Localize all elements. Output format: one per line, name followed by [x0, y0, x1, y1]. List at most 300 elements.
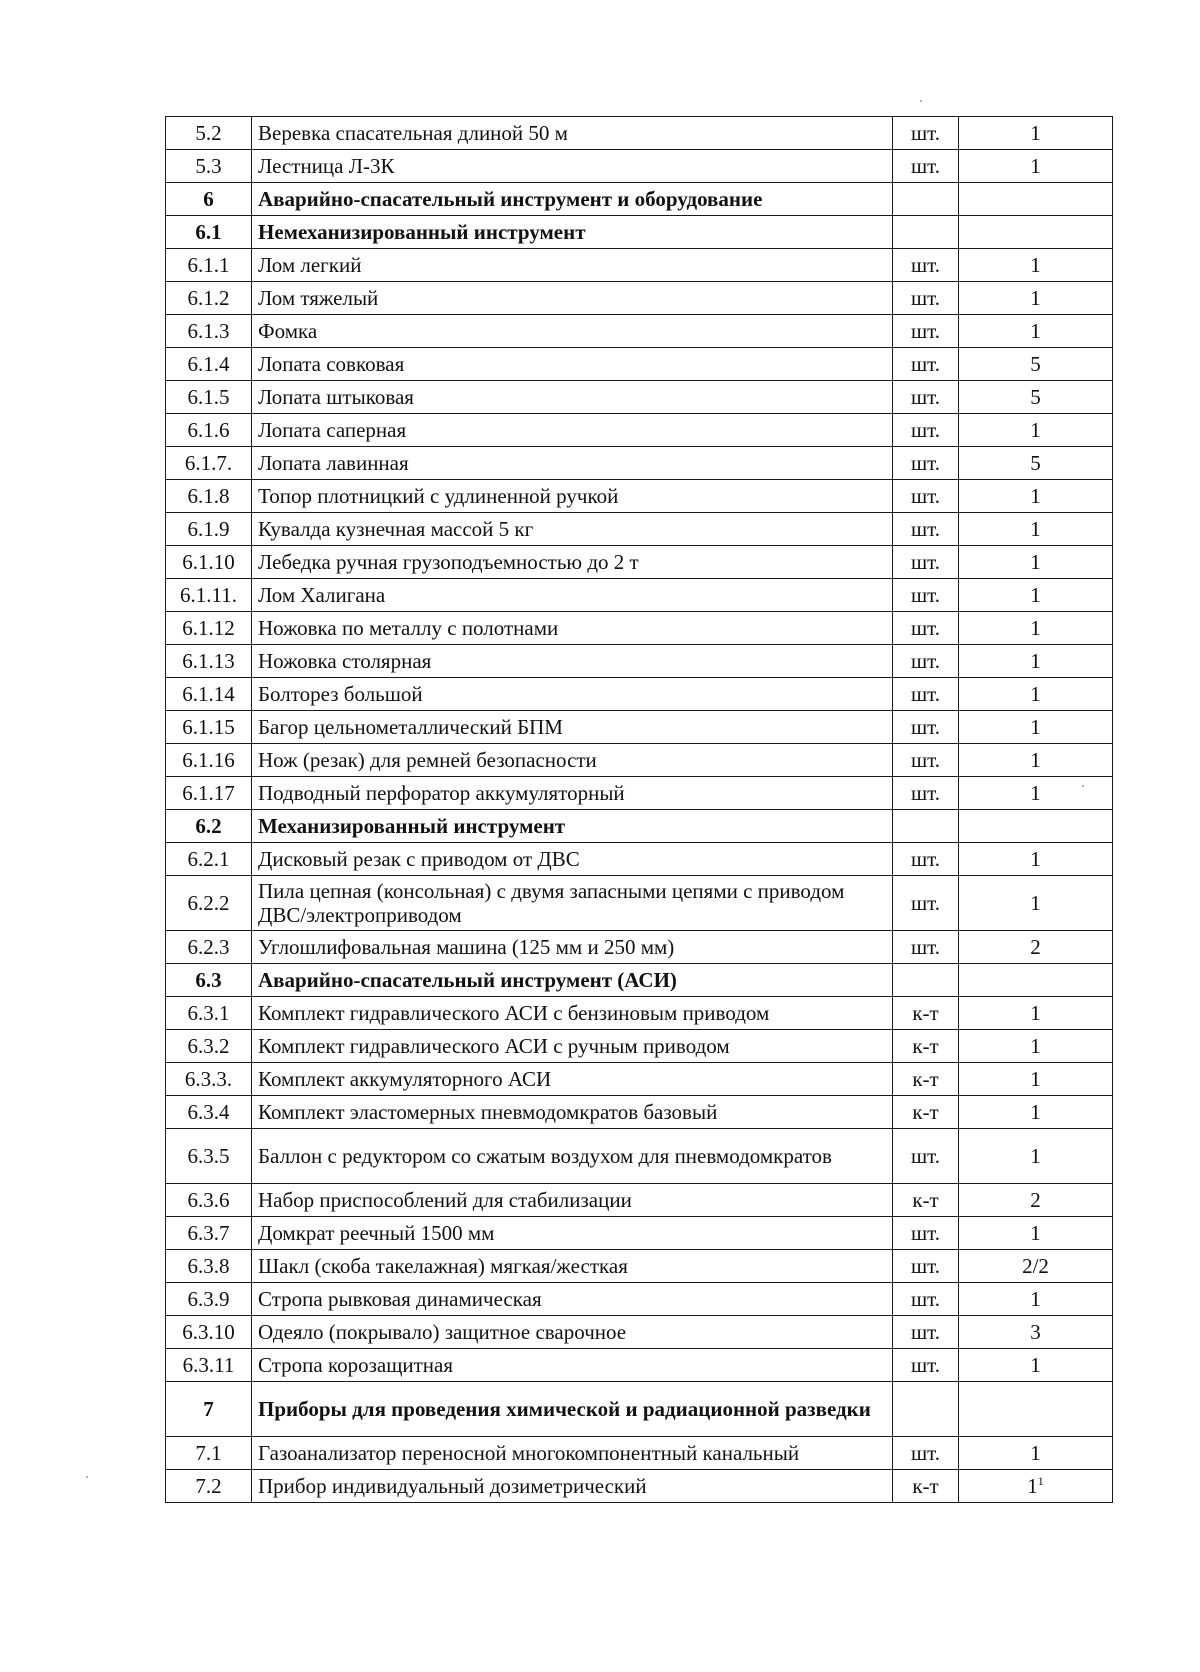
unit-of-measure-cell	[893, 1470, 959, 1503]
item-name-cell	[252, 612, 893, 645]
row-number: 6.1.4	[187, 352, 230, 376]
quantity: 1	[1030, 682, 1041, 706]
item-name-cell	[252, 579, 893, 612]
row-number-cell	[166, 1250, 252, 1283]
quantity-cell	[959, 777, 1113, 810]
row-number: 6.1.9	[187, 517, 230, 541]
quantity: 3	[1030, 1320, 1041, 1344]
quantity: 1	[1030, 1287, 1041, 1311]
row-number: 6.1.12	[182, 616, 235, 640]
table-row	[166, 1283, 1113, 1316]
unit-of-measure-cell	[893, 546, 959, 579]
unit-of-measure: шт.	[910, 418, 941, 442]
row-number-cell	[166, 1470, 252, 1503]
item-name-cell	[252, 117, 893, 150]
row-number: 5.2	[195, 121, 222, 145]
quantity-cell	[959, 810, 1113, 843]
row-number-cell	[166, 1316, 252, 1349]
item-name-cell	[252, 1030, 893, 1063]
item-name: Лебедка ручная грузоподъемностью до 2 т	[258, 550, 639, 574]
row-number-cell	[166, 964, 252, 997]
row-number: 6.3.10	[182, 1320, 235, 1344]
unit-of-measure-cell	[893, 810, 959, 843]
item-name-cell	[252, 1382, 893, 1437]
row-number-cell	[166, 513, 252, 546]
unit-of-measure-cell	[893, 414, 959, 447]
item-name-cell	[252, 546, 893, 579]
quantity-cell	[959, 843, 1113, 876]
quantity-cell	[959, 678, 1113, 711]
item-name: Одеяло (покрывало) защитное сварочное	[258, 1320, 627, 1344]
unit-of-measure-cell	[893, 282, 959, 315]
unit-of-measure: шт.	[910, 484, 941, 508]
item-name: Лопата штыковая	[258, 385, 414, 409]
row-number: 6.3.9	[187, 1287, 230, 1311]
table-row	[166, 1063, 1113, 1096]
item-name: Лом тяжелый	[258, 286, 379, 310]
item-name-cell	[252, 744, 893, 777]
row-number-cell	[166, 1437, 252, 1470]
quantity-cell	[959, 315, 1113, 348]
quantity-cell	[959, 997, 1113, 1030]
unit-of-measure-cell	[893, 381, 959, 414]
item-name: Комплект гидравлического АСИ с бензиновым приводом	[258, 1001, 770, 1025]
unit-of-measure: шт.	[910, 1221, 941, 1245]
table-row	[166, 645, 1113, 678]
row-number-cell	[166, 931, 252, 964]
quantity-cell	[959, 249, 1113, 282]
quantity: 1	[1030, 1144, 1041, 1168]
item-name: Комплект эластомерных пневмодомкратов базовый	[258, 1100, 718, 1124]
row-number-cell	[166, 1217, 252, 1250]
row-number: 6.1.11.	[180, 583, 237, 607]
item-name-cell	[252, 1349, 893, 1382]
table-row	[166, 1030, 1113, 1063]
row-number: 6.3.1	[187, 1001, 230, 1025]
unit-of-measure-cell	[893, 777, 959, 810]
row-number: 6.1	[195, 220, 222, 244]
unit-of-measure: к-т	[912, 1474, 939, 1498]
row-number: 6.1.13	[182, 649, 235, 673]
quantity-cell	[959, 711, 1113, 744]
unit-of-measure: шт.	[910, 935, 941, 959]
quantity: 1	[1027, 1474, 1038, 1498]
quantity-cell	[959, 1470, 1113, 1503]
unit-of-measure: шт.	[910, 748, 941, 772]
item-name-cell	[252, 1096, 893, 1129]
item-name-cell	[252, 843, 893, 876]
item-name: Лом Халигана	[258, 583, 386, 607]
unit-of-measure-cell	[893, 1250, 959, 1283]
quantity: 1	[1030, 418, 1041, 442]
unit-of-measure-cell	[893, 678, 959, 711]
table-row	[166, 931, 1113, 964]
quantity: 5	[1030, 385, 1041, 409]
row-number: 6.1.8	[187, 484, 230, 508]
unit-of-measure: шт.	[910, 121, 941, 145]
item-name: Аварийно-спасательный инструмент и оборудование	[258, 187, 763, 211]
quantity: 1	[1030, 154, 1041, 178]
quantity: 1	[1030, 1034, 1041, 1058]
quantity: 1	[1030, 121, 1041, 145]
quantity: 1	[1030, 847, 1041, 871]
document-page	[165, 116, 1113, 1503]
table-row	[166, 513, 1113, 546]
table-row	[166, 447, 1113, 480]
row-number-cell	[166, 1096, 252, 1129]
table-row	[166, 1250, 1113, 1283]
unit-of-measure: шт.	[910, 550, 941, 574]
quantity: 1	[1030, 891, 1041, 915]
item-name: Фомка	[258, 319, 318, 343]
row-number: 6.1.1	[187, 253, 230, 277]
item-name-cell	[252, 480, 893, 513]
row-number: 6.1.6	[187, 418, 230, 442]
row-number: 6.1.5	[187, 385, 230, 409]
table-row	[166, 997, 1113, 1030]
item-name: Газоанализатор переносной многокомпонентный канальный	[258, 1441, 800, 1465]
row-number-cell	[166, 711, 252, 744]
table-row	[166, 1129, 1113, 1184]
unit-of-measure-cell	[893, 1316, 959, 1349]
quantity: 1	[1030, 616, 1041, 640]
quantity-cell	[959, 1217, 1113, 1250]
unit-of-measure-cell	[893, 964, 959, 997]
unit-of-measure: шт.	[910, 649, 941, 673]
item-name-cell	[252, 315, 893, 348]
unit-of-measure-cell	[893, 249, 959, 282]
unit-of-measure-cell	[893, 480, 959, 513]
quantity-cell	[959, 612, 1113, 645]
item-name: Пила цепная (консольная) с двумя запасными цепями с приводом ДВС/электроприводом	[258, 879, 845, 927]
inventory-table-body	[166, 117, 1113, 1503]
item-name: Стропа рывковая динамическая	[258, 1287, 542, 1311]
item-name: Приборы для проведения химической и радиационной разведки	[258, 1397, 871, 1421]
row-number-cell	[166, 1382, 252, 1437]
unit-of-measure-cell	[893, 1063, 959, 1096]
unit-of-measure-cell	[893, 997, 959, 1030]
quantity-cell	[959, 645, 1113, 678]
row-number-cell	[166, 579, 252, 612]
item-name: Баллон с редуктором со сжатым воздухом для пневмодомкратов	[258, 1144, 832, 1168]
item-name: Веревка спасательная длиной 50 м	[258, 121, 568, 145]
unit-of-measure-cell	[893, 1437, 959, 1470]
row-number-cell	[166, 315, 252, 348]
table-row	[166, 546, 1113, 579]
unit-of-measure: шт.	[910, 1144, 941, 1168]
unit-of-measure: шт.	[910, 583, 941, 607]
quantity: 5	[1030, 352, 1041, 376]
quantity-cell	[959, 1063, 1113, 1096]
row-number-cell	[166, 645, 252, 678]
row-number-cell	[166, 414, 252, 447]
quantity: 1	[1030, 748, 1041, 772]
unit-of-measure: к-т	[912, 1067, 939, 1091]
item-name-cell	[252, 381, 893, 414]
quantity: 1	[1030, 484, 1041, 508]
unit-of-measure: шт.	[910, 1320, 941, 1344]
table-row	[166, 117, 1113, 150]
row-number-cell	[166, 381, 252, 414]
unit-of-measure: шт.	[910, 891, 941, 915]
item-name-cell	[252, 964, 893, 997]
item-name: Шакл (скоба такелажная) мягкая/жесткая	[258, 1254, 628, 1278]
unit-of-measure: шт.	[910, 1287, 941, 1311]
row-number: 6.3.4	[187, 1100, 230, 1124]
item-name: Подводный перфоратор аккумуляторный	[258, 781, 625, 805]
row-number: 6.1.16	[182, 748, 235, 772]
table-row	[166, 1184, 1113, 1217]
item-name: Багор цельнометаллический БПМ	[258, 715, 563, 739]
table-row	[166, 249, 1113, 282]
row-number-cell	[166, 216, 252, 249]
table-row	[166, 348, 1113, 381]
table-row	[166, 1316, 1113, 1349]
quantity-cell	[959, 1129, 1113, 1184]
table-row	[166, 381, 1113, 414]
quantity-cell	[959, 1096, 1113, 1129]
item-name-cell	[252, 1283, 893, 1316]
item-name: Лестница Л-3К	[258, 154, 395, 178]
row-number: 6.3	[195, 968, 222, 992]
unit-of-measure-cell	[893, 1096, 959, 1129]
table-row	[166, 1349, 1113, 1382]
item-name-cell	[252, 216, 893, 249]
table-row	[166, 1470, 1113, 1503]
row-number-cell	[166, 348, 252, 381]
quantity-cell	[959, 348, 1113, 381]
item-name-cell	[252, 282, 893, 315]
row-number-cell	[166, 249, 252, 282]
unit-of-measure-cell	[893, 315, 959, 348]
section-row	[166, 964, 1113, 997]
item-name: Ножовка столярная	[258, 649, 432, 673]
unit-of-measure: шт.	[910, 352, 941, 376]
item-name-cell	[252, 447, 893, 480]
row-number-cell	[166, 876, 252, 931]
row-number-cell	[166, 1030, 252, 1063]
item-name: Лопата саперная	[258, 418, 407, 442]
row-number: 6.3.11	[182, 1353, 235, 1377]
table-row	[166, 876, 1113, 931]
row-number-cell	[166, 183, 252, 216]
table-row	[166, 150, 1113, 183]
item-name-cell	[252, 645, 893, 678]
scan-speck	[1082, 785, 1084, 787]
quantity-cell	[959, 1349, 1113, 1382]
unit-of-measure-cell	[893, 744, 959, 777]
item-name: Домкрат реечный 1500 мм	[258, 1221, 495, 1245]
unit-of-measure-cell	[893, 1382, 959, 1437]
quantity: 2	[1030, 935, 1041, 959]
item-name-cell	[252, 1470, 893, 1503]
table-row	[166, 843, 1113, 876]
item-name-cell	[252, 150, 893, 183]
row-number: 6.3.6	[187, 1188, 230, 1212]
unit-of-measure: к-т	[912, 1001, 939, 1025]
row-number-cell	[166, 480, 252, 513]
unit-of-measure-cell	[893, 612, 959, 645]
unit-of-measure-cell	[893, 1030, 959, 1063]
inventory-table	[165, 116, 1113, 1503]
quantity: 1	[1030, 1221, 1041, 1245]
quantity-cell	[959, 183, 1113, 216]
unit-of-measure: шт.	[910, 1254, 941, 1278]
row-number: 6.3.2	[187, 1034, 230, 1058]
table-row	[166, 414, 1113, 447]
row-number-cell	[166, 1129, 252, 1184]
quantity: 1	[1030, 319, 1041, 343]
row-number-cell	[166, 1283, 252, 1316]
item-name: Лопата совковая	[258, 352, 405, 376]
row-number-cell	[166, 447, 252, 480]
item-name: Механизированный инструмент	[258, 814, 566, 838]
footnote-marker: 1	[1037, 1474, 1044, 1488]
quantity-cell	[959, 414, 1113, 447]
row-number: 5.3	[195, 154, 222, 178]
quantity-cell	[959, 1184, 1113, 1217]
row-number-cell	[166, 612, 252, 645]
unit-of-measure: шт.	[910, 781, 941, 805]
unit-of-measure: шт.	[910, 715, 941, 739]
unit-of-measure: шт.	[910, 847, 941, 871]
unit-of-measure-cell	[893, 1349, 959, 1382]
unit-of-measure-cell	[893, 1129, 959, 1184]
quantity-cell	[959, 1030, 1113, 1063]
row-number-cell	[166, 150, 252, 183]
row-number-cell	[166, 546, 252, 579]
item-name: Кувалда кузнечная массой 5 кг	[258, 517, 534, 541]
unit-of-measure-cell	[893, 711, 959, 744]
quantity-cell	[959, 117, 1113, 150]
quantity: 1	[1030, 649, 1041, 673]
quantity: 1	[1030, 550, 1041, 574]
row-number: 6.3.3.	[184, 1067, 233, 1091]
item-name: Топор плотницкий с удлиненной ручкой	[258, 484, 619, 508]
item-name: Немеханизированный инструмент	[258, 220, 586, 244]
row-number: 6.1.2	[187, 286, 230, 310]
table-row	[166, 777, 1113, 810]
item-name: Комплект гидравлического АСИ с ручным приводом	[258, 1034, 730, 1058]
row-number: 6.1.7.	[184, 451, 233, 475]
quantity: 1	[1030, 1067, 1041, 1091]
quantity: 1	[1030, 286, 1041, 310]
quantity-cell	[959, 931, 1113, 964]
table-row	[166, 282, 1113, 315]
item-name-cell	[252, 810, 893, 843]
item-name: Прибор индивидуальный дозиметрический	[258, 1474, 647, 1498]
row-number: 6.2.1	[187, 847, 230, 871]
quantity-cell	[959, 876, 1113, 931]
quantity: 1	[1030, 1001, 1041, 1025]
quantity: 1	[1030, 1100, 1041, 1124]
quantity-cell	[959, 1283, 1113, 1316]
unit-of-measure: шт.	[910, 286, 941, 310]
row-number: 6.3.7	[187, 1221, 230, 1245]
table-row	[166, 480, 1113, 513]
item-name: Комплект аккумуляторного АСИ	[258, 1067, 552, 1091]
row-number: 6.2.2	[187, 891, 230, 915]
item-name-cell	[252, 678, 893, 711]
section-row	[166, 183, 1113, 216]
row-number: 6.3.8	[187, 1254, 230, 1278]
row-number-cell	[166, 1063, 252, 1096]
quantity-cell	[959, 480, 1113, 513]
quantity: 1	[1030, 781, 1041, 805]
quantity: 5	[1030, 451, 1041, 475]
unit-of-measure-cell	[893, 843, 959, 876]
quantity-cell	[959, 216, 1113, 249]
section-row	[166, 1382, 1113, 1437]
row-number: 6.1.15	[182, 715, 235, 739]
item-name-cell	[252, 777, 893, 810]
unit-of-measure: к-т	[912, 1100, 939, 1124]
row-number-cell	[166, 1184, 252, 1217]
unit-of-measure-cell	[893, 183, 959, 216]
quantity: 1	[1030, 1441, 1041, 1465]
item-name: Стропа корозащитная	[258, 1353, 454, 1377]
quantity-cell	[959, 546, 1113, 579]
quantity: 1	[1030, 253, 1041, 277]
row-number-cell	[166, 282, 252, 315]
row-number-cell	[166, 678, 252, 711]
unit-of-measure-cell	[893, 513, 959, 546]
row-number: 6.2	[195, 814, 222, 838]
item-name-cell	[252, 249, 893, 282]
quantity-cell	[959, 447, 1113, 480]
row-number: 7.2	[195, 1474, 222, 1498]
quantity: 1	[1030, 583, 1041, 607]
unit-of-measure-cell	[893, 216, 959, 249]
table-row	[166, 744, 1113, 777]
item-name-cell	[252, 1250, 893, 1283]
table-row	[166, 579, 1113, 612]
quantity-cell	[959, 513, 1113, 546]
unit-of-measure-cell	[893, 931, 959, 964]
row-number-cell	[166, 117, 252, 150]
row-number-cell	[166, 843, 252, 876]
quantity-cell	[959, 381, 1113, 414]
item-name: Лопата лавинная	[258, 451, 409, 475]
item-name-cell	[252, 1184, 893, 1217]
quantity-cell	[959, 1316, 1113, 1349]
row-number: 6.1.3	[187, 319, 230, 343]
item-name-cell	[252, 711, 893, 744]
item-name-cell	[252, 513, 893, 546]
unit-of-measure-cell	[893, 1217, 959, 1250]
quantity: 2	[1030, 1188, 1041, 1212]
item-name: Лом легкий	[258, 253, 362, 277]
quantity-cell	[959, 579, 1113, 612]
unit-of-measure: шт.	[910, 1441, 941, 1465]
scan-speck	[86, 1476, 88, 1478]
row-number: 6.3.5	[187, 1144, 230, 1168]
row-number: 7.1	[195, 1441, 222, 1465]
row-number: 6	[203, 187, 214, 211]
section-row	[166, 216, 1113, 249]
item-name-cell	[252, 997, 893, 1030]
item-name-cell	[252, 1316, 893, 1349]
unit-of-measure-cell	[893, 447, 959, 480]
quantity: 2/2	[1022, 1254, 1049, 1278]
unit-of-measure: шт.	[910, 154, 941, 178]
unit-of-measure: шт.	[910, 451, 941, 475]
unit-of-measure-cell	[893, 1184, 959, 1217]
scan-speck	[920, 100, 922, 102]
item-name: Нож (резак) для ремней безопасности	[258, 748, 597, 772]
table-row	[166, 1437, 1113, 1470]
item-name: Болторез большой	[258, 682, 423, 706]
